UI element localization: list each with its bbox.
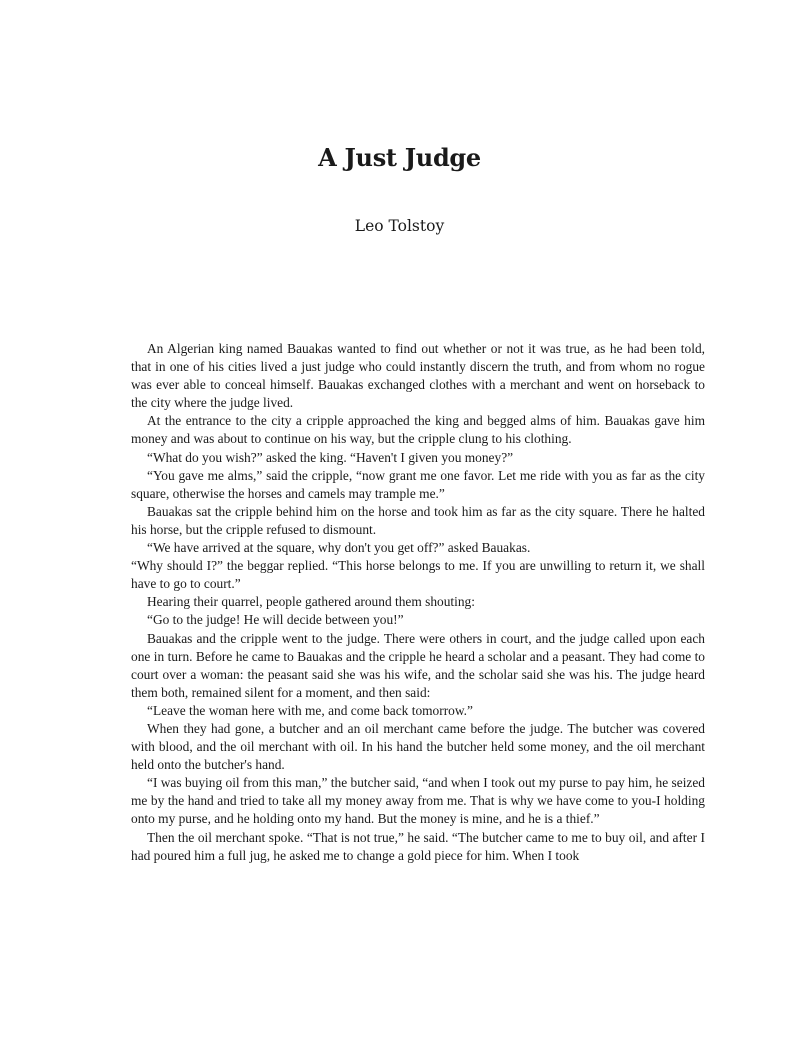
paragraph: “You gave me alms,” said the cripple, “now grant me one favor. Let me ride with you as far as the city square, otherwise the horses and camels may trample me.” [131, 467, 705, 501]
document-body [131, 340, 705, 865]
paragraph: An Algerian king named Bauakas wanted to find out whether or not it was true, as he had been told, that in one of his cities lived a just judge who could instantly discern the truth, and from whom no rogue was ever able to conceal himself. Bauakas exchanged clothes with a merchant and went on horseback to the city where the judge lived. [131, 341, 705, 411]
paragraph: Then the oil merchant spoke. “That is not true,” he said. “The butcher came to me to buy oil, and after I had poured him a full jug, he asked me to change a gold piece for him. When I took [131, 829, 705, 863]
document-title: A Just Judge [318, 143, 481, 172]
paragraph: “Go to the judge! He will decide between you!” [147, 612, 404, 628]
paragraph: When they had gone, a butcher and an oil merchant came before the judge. The butcher was covered with blood, and the oil merchant with oil. In his hand the butcher held some money, and the oil merchant held onto the butcher's hand. [131, 720, 705, 773]
paragraph: Hearing their quarrel, people gathered around them shouting: [147, 594, 475, 610]
paragraph: Bauakas and the cripple went to the judge. There were others in court, and the judge called upon each one in turn. Before he came to Bauakas and the cripple he heard a scholar and a peasant. They had come to court over a woman: the peasant said she was his wife, and the scholar said she was his. The judge heard them both, remained silent for a moment, and then said: [131, 630, 705, 700]
document-author: Leo Tolstoy [354, 217, 445, 235]
paragraph: At the entrance to the city a cripple approached the king and begged alms of him. Bauakas gave him money and was about to continue on his way, but the cripple clung to his clothing. [131, 413, 705, 447]
paragraph: “We have arrived at the square, why don't you get off?” asked Bauakas. [147, 540, 531, 556]
paragraph: Bauakas sat the cripple behind him on the horse and took him as far as the city square. There he halted his horse, but the cripple refused to dismount. [131, 503, 705, 537]
paragraph: “What do you wish?” asked the king. “Haven't I given you money?” [147, 449, 514, 465]
paragraph: “I was buying oil from this man,” the butcher said, “and when I took out my purse to pay him, he seized me by the hand and tried to take all my money away from me. That is why we have come to you-I holding onto my purse, and he holding onto my hand. But the money is mine, and he is a thief.” [131, 775, 705, 827]
paragraph: “Leave the woman here with me, and come back tomorrow.” [147, 702, 473, 718]
paragraph: “Why should I?” the beggar replied. “This horse belongs to me. If you are unwilling to return it, we shall have to go to court.” [131, 558, 705, 592]
